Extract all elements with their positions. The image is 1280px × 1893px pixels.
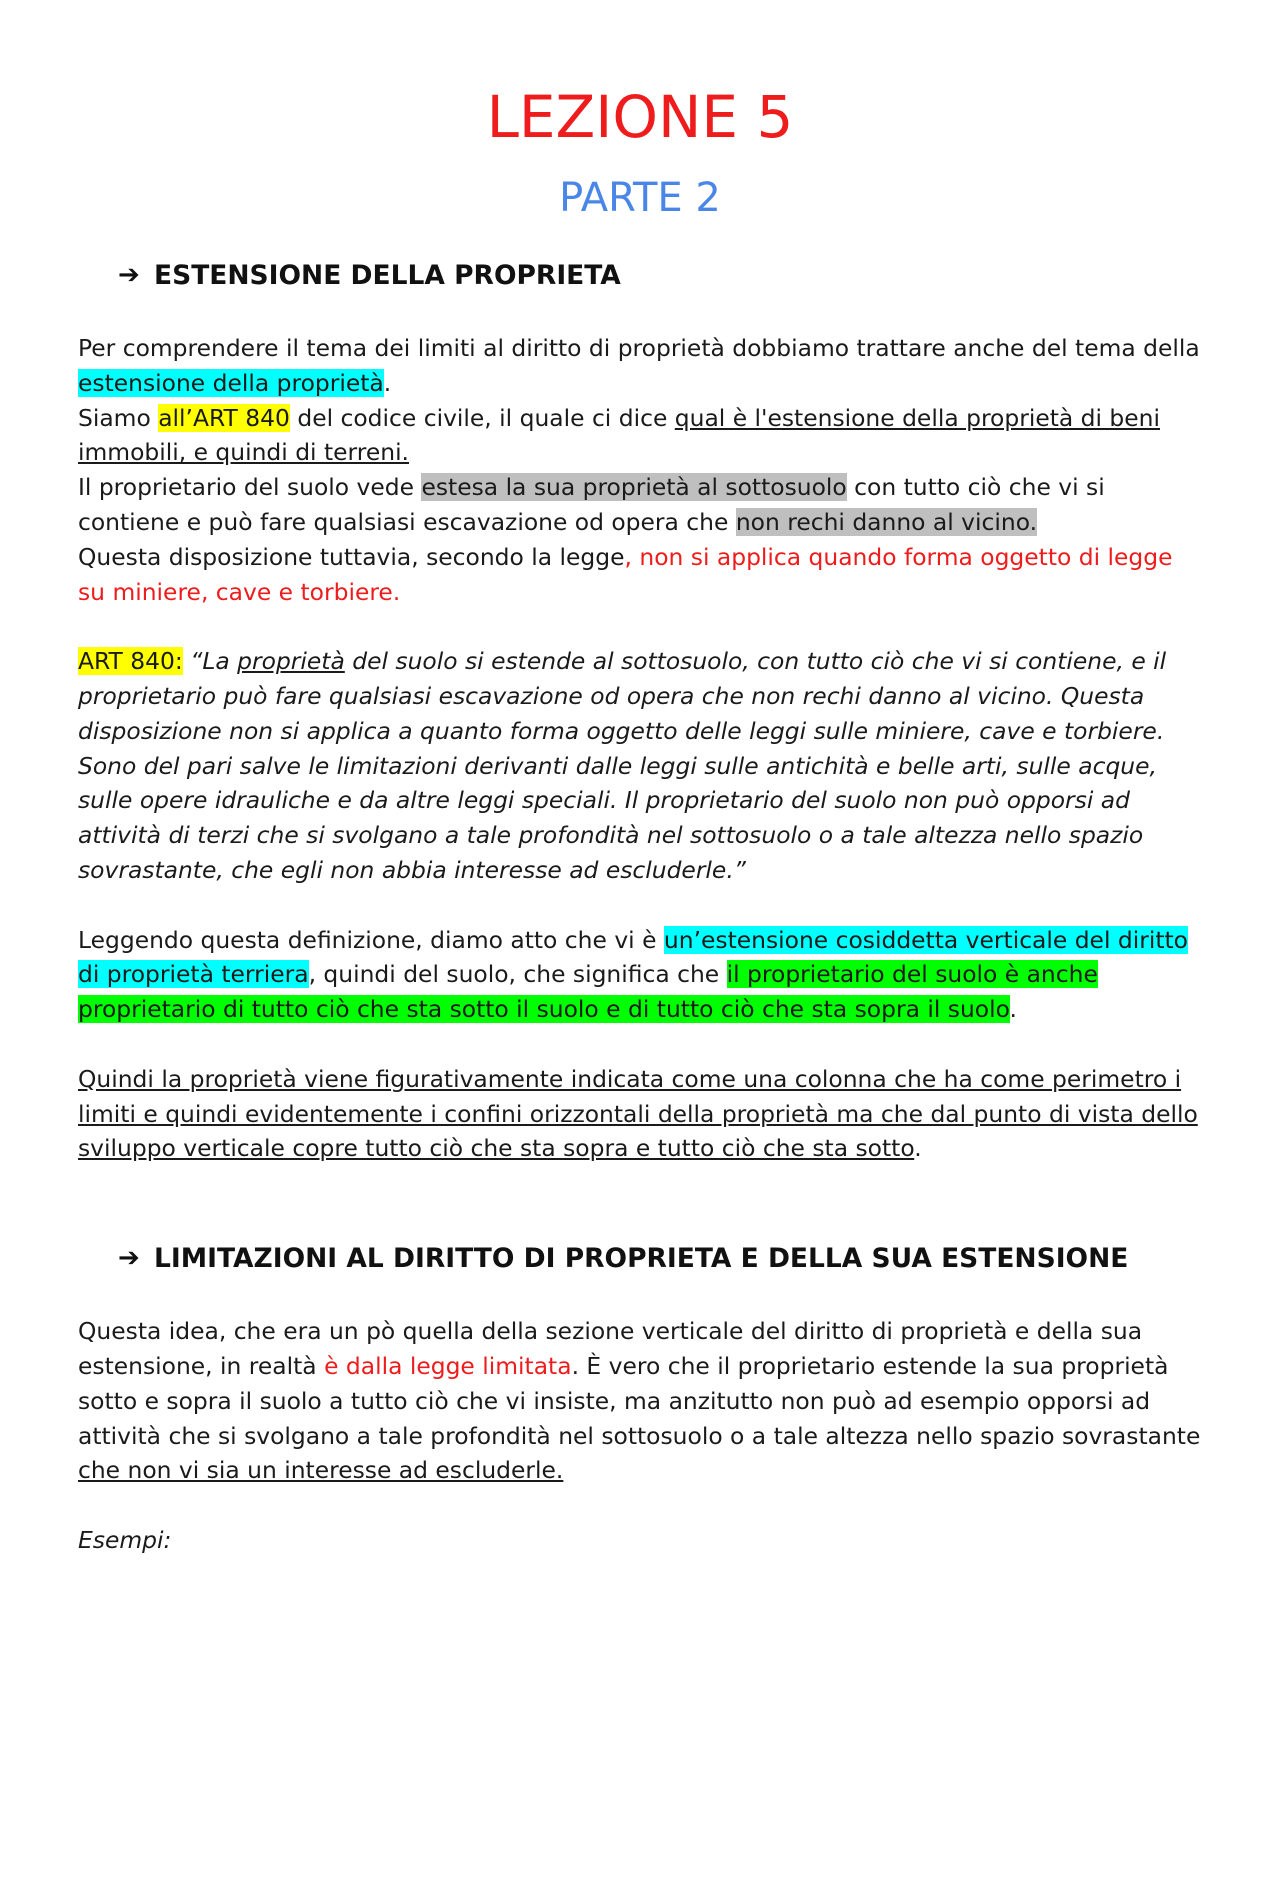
paragraph-colonna: Quindi la proprietà viene figurativamente indicata come una colonna che ha come perimetro i limiti e quindi evidentemente i confini orizzontali della proprietà ma che dal punto di vista dello sviluppo verticale copre tutto ciò che sta sopra e tutto ciò che sta sotto.: [78, 1064, 1198, 1163]
section-heading-text: LIMITAZIONI AL DIRITTO DI PROPRIETA E DELLA SUA ESTENSIONE: [154, 1243, 1129, 1275]
paragraph-intro: Per comprendere il tema dei limiti al diritto di proprietà dobbiamo trattare anche del tema della estensione della proprietà. Siamo all’ART 840 del codice civile, il quale ci dice qual è l'estensione della proprietà di beni immobili, e quindi di terreni. Il proprietario del suolo vede estesa la sua proprietà al sottosuolo con tutto ciò che vi si contiene e può fare qualsiasi escavazione od opera che non rechi danno al vicino. Questa disposizione tuttavia, secondo la legge, non si applica quando forma oggetto di legge su miniere, cave e torbiere.: [78, 334, 1200, 606]
arrow-right-icon: ➔: [118, 1243, 140, 1274]
underlined-word: proprietà: [237, 647, 345, 676]
arrow-right-icon: ➔: [118, 260, 140, 290]
document-page: [0, 82, 1280, 1893]
highlight-danno-vicino: non rechi danno al vicino.: [735, 507, 1038, 536]
section-heading-text: ESTENSIONE DELLA PROPRIETA: [154, 260, 621, 291]
examples-label: Esempi:: [78, 1525, 172, 1554]
underlined-text: che non vi sia un interesse ad escluderle.: [78, 1456, 564, 1485]
paragraph-limitazioni: Questa idea, che era un pò quella della sezione verticale del diritto di proprietà e della sua estensione, in realtà è dalla legge limitata. È vero che il proprietario estende la sua proprietà sotto e sopra il suolo a tutto ciò che vi insiste, ma anzitutto non può ad esempio opporsi ad attività che si svolgano a tale profondità nel sottosuolo o a tale altezza nello spazio sovrastante che non vi sia un interesse ad escluderle.: [78, 1317, 1201, 1485]
page-subtitle: PARTE 2: [559, 175, 721, 221]
highlight-art-840: all’ART 840: [158, 403, 290, 432]
underlined-text: qual è l'estensione della proprietà di beni immobili, e quindi di terreni.: [78, 403, 1160, 467]
highlight-sottosuolo: estesa la sua proprietà al sottosuolo: [421, 473, 847, 502]
red-text: , non si applica quando forma oggetto di legge su miniere, cave e torbiere.: [78, 542, 1173, 606]
paragraph-definizione: Leggendo questa definizione, diamo atto che vi è un’estensione cosiddetta verticale del diritto di proprietà terriera, quindi del suolo, che significa che il proprietario del suolo è anche proprietario di tutto ciò che sta sotto il suolo e di tutto ciò che sta sopra il suolo.: [78, 925, 1188, 1024]
highlight-estensione-verticale: un’estensione cosiddetta verticale del diritto di proprietà terriera: [78, 925, 1188, 989]
article-840-quote: ART 840: “La proprietà del suolo si estende al sottosuolo, con tutto ciò che vi si contiene, e il proprietario può fare qualsiasi escavazione od opera che non rechi danno al vicino. Questa disposizione non si applica a quanto forma oggetto delle leggi sulle miniere, cave e torbiere. Sono del pari salve le limitazioni derivanti dalle leggi sulle antichità e belle arti, sulle acque, sulle opere idrauliche e da altre leggi speciali. Il proprietario del suolo non può opporsi ad attività di terzi che si svolgano a tale profondità nel sottosuolo o a tale altezza nello spazio sovrastante, che egli non abbia interesse ad escluderle.”: [78, 647, 1167, 884]
highlight-proprietario-suolo: il proprietario del suolo è anche proprietario di tutto ciò che sta sotto il suolo e di tutto ciò che sta sopra il suolo: [78, 960, 1098, 1024]
article-label: ART 840:: [78, 647, 183, 676]
highlight-estensione: estensione della proprietà: [78, 368, 384, 397]
red-text: è dalla legge limitata: [324, 1351, 572, 1380]
underlined-text: Quindi la proprietà viene figurativamente indicata come una colonna che ha come perimetro i limiti e quindi evidentemente i confini orizzontali della proprietà ma che dal punto di vista dello sviluppo verticale copre tutto ciò che sta sopra e tutto ciò che sta sotto: [78, 1064, 1198, 1163]
page-title: LEZIONE 5: [486, 83, 794, 151]
section-heading-limitazioni: [118, 1238, 1202, 1279]
section-heading-estensione: [118, 255, 1202, 296]
